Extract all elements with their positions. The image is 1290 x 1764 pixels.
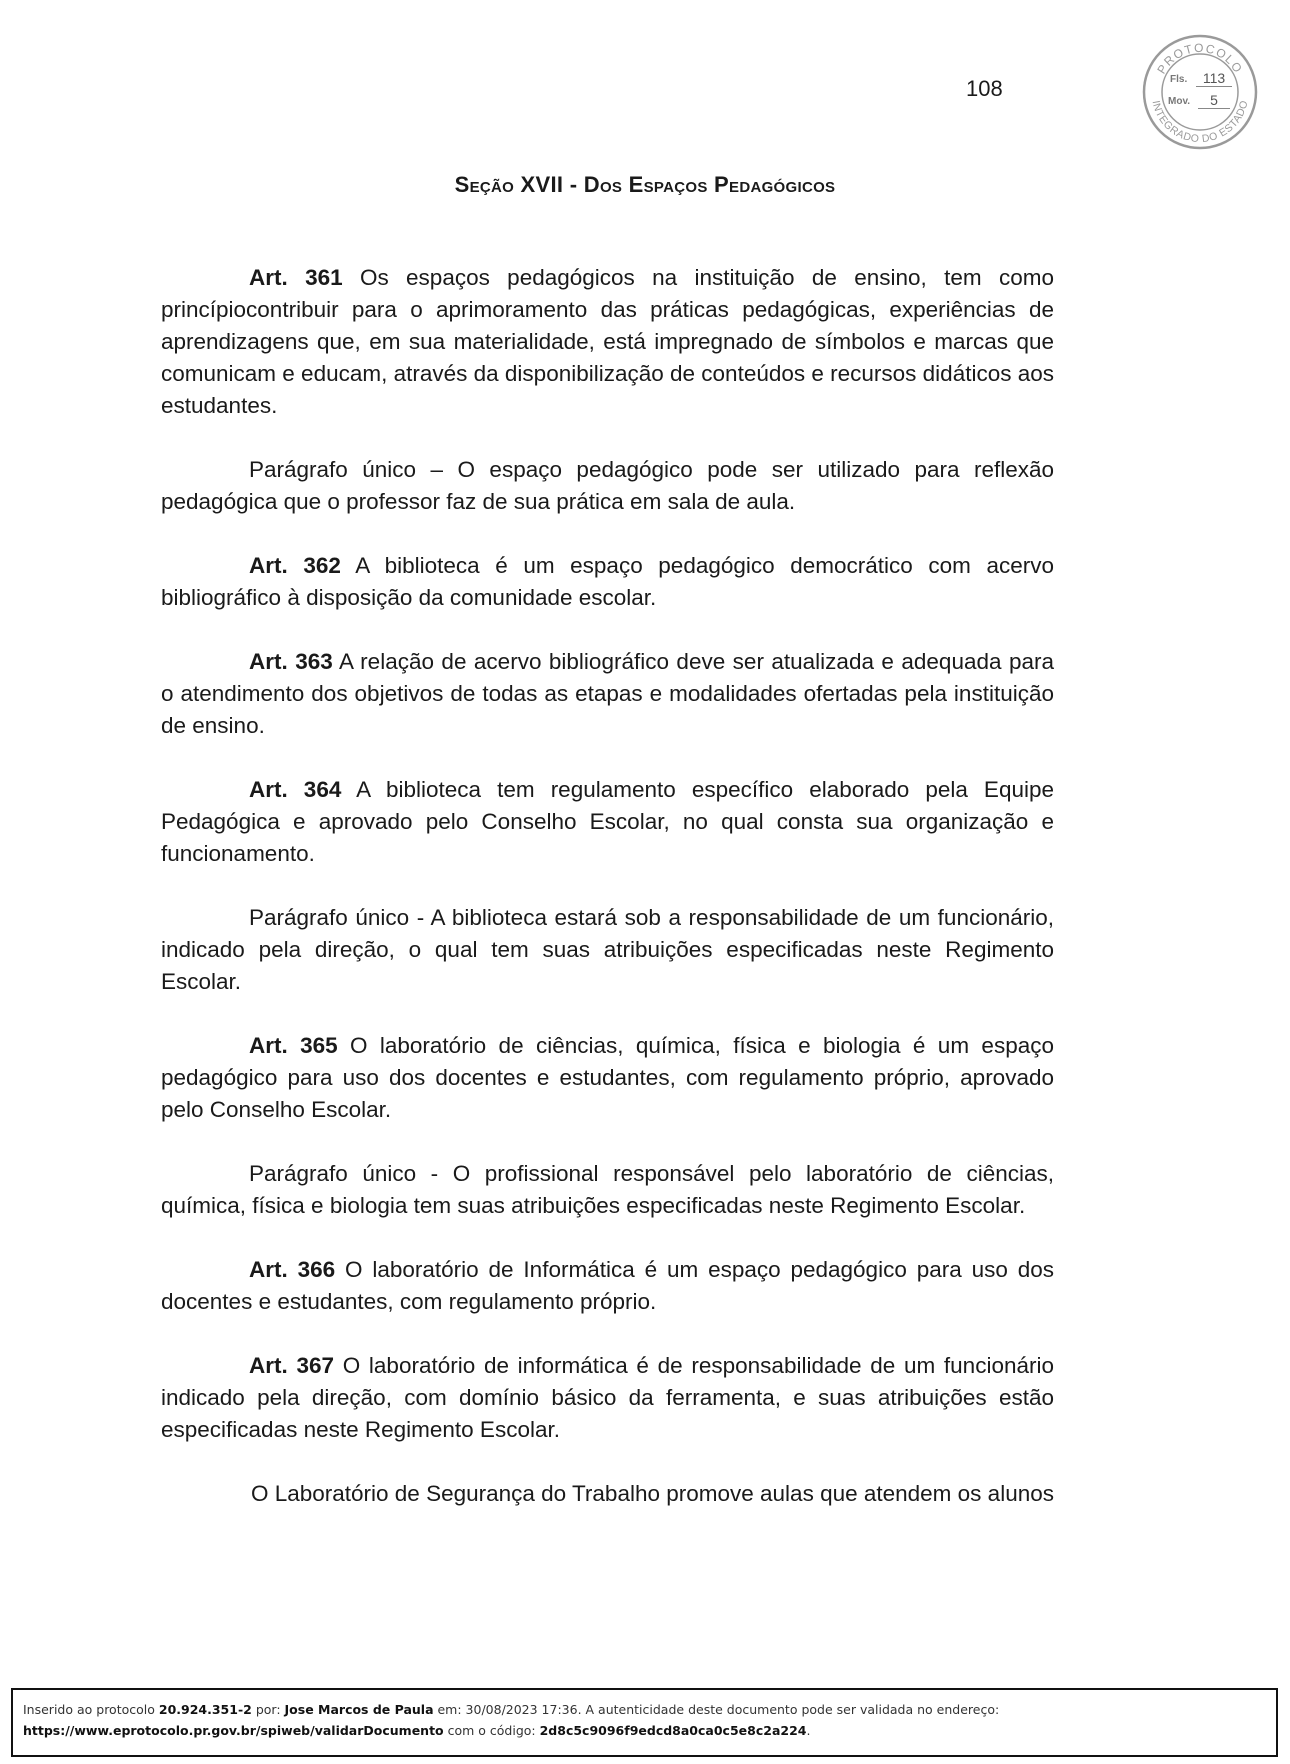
article-363: [161, 646, 1054, 742]
paragraph-unico-364: [161, 902, 1054, 998]
article-text: A biblioteca é um espaço pedagógico democrático com acervo bibliográfico à disposição da comunidade escolar.: [161, 553, 1054, 610]
article-number: Art. 367: [249, 1353, 334, 1378]
article-number: Art. 363: [249, 649, 333, 674]
paragraph-text: O Laboratório de Segurança do Trabalho promove aulas que atendem os alunos: [250, 1481, 1054, 1506]
page-number: 108: [966, 76, 1003, 101]
article-number: Art. 361: [249, 265, 343, 290]
paragraph-seguranca-trabalho: [161, 1478, 1054, 1510]
footer-protocol-number: 20.924.351-2: [158, 1702, 252, 1717]
footer-text: .: [806, 1723, 811, 1738]
article-text: O laboratório de informática é de responsabilidade de um funcionário indicado pela direção, com domínio básico da ferramenta, e suas atribuições estão especificadas neste Regimento Escolar.: [161, 1353, 1054, 1442]
article-text: Os espaços pedagógicos na instituição de ensino, tem como princípiocontribuir para o aprimoramento das práticas pedagógicas, experiências de aprendizagens que, em sua materialidade, está impregnado de símbolos e marcas que comunicam e educam, através da disponibilização de conteúdos e recursos didáticos aos estudantes.: [161, 265, 1055, 418]
stamp-mov-value: 5: [1198, 92, 1230, 109]
stamp-fls-label: Fls.: [1170, 74, 1188, 85]
article-text: A biblioteca tem regulamento específico elaborado pela Equipe Pedagógica e aprovado pelo Conselho Escolar, no qual consta sua organização e funcionamento.: [161, 777, 1054, 866]
paragraph-unico-365: [161, 1158, 1054, 1222]
paragraph-text: Parágrafo único - O profissional responsável pelo laboratório de ciências, química, física e biologia tem suas atribuições especificadas neste Regimento Escolar.: [161, 1161, 1054, 1218]
article-364: [161, 774, 1054, 870]
footer-author: Jose Marcos de Paula: [284, 1702, 434, 1717]
footer-text: por:: [251, 1702, 285, 1717]
protocol-stamp: [1140, 32, 1260, 152]
paragraph-text: Parágrafo único - A biblioteca estará sob a responsabilidade de um funcionário, indicado pela direção, o qual tem suas atribuições especificadas neste Regimento Escolar.: [161, 905, 1054, 994]
footer-text: Inserido ao protocolo: [23, 1702, 159, 1717]
article-text: O laboratório de Informática é um espaço pedagógico para uso dos docentes e estudantes, com regulamento próprio.: [161, 1257, 1054, 1314]
footer-validation-url[interactable]: https://www.eprotocolo.pr.gov.br/spiweb/validarDocumento: [23, 1723, 444, 1738]
authentication-footer: [11, 1688, 1278, 1757]
article-number: Art. 362: [249, 553, 341, 578]
section-title: Seção XVII - Dos Espaços Pedagógicos: [454, 172, 836, 197]
paragraph-unico-361: [161, 454, 1054, 518]
article-number: Art. 364: [249, 777, 342, 802]
stamp-mov-label: Mov.: [1168, 96, 1191, 107]
article-text: A relação de acervo bibliográfico deve ser atualizada e adequada para o atendimento dos objetivos de todas as etapas e modalidades ofertadas pela instituição de ensino.: [161, 649, 1054, 738]
article-361: [161, 262, 1054, 422]
paragraph-text: Parágrafo único – O espaço pedagógico pode ser utilizado para reflexão pedagógica que o professor faz de sua prática em sala de aula.: [161, 457, 1054, 514]
article-text: O laboratório de ciências, química, física e biologia é um espaço pedagógico para uso dos docentes e estudantes, com regulamento próprio, aprovado pelo Conselho Escolar.: [161, 1033, 1054, 1122]
article-number: Art. 365: [249, 1033, 338, 1058]
stamp-fls-value: 113: [1196, 70, 1232, 87]
stamp-ring-top: PROTOCOLO: [1154, 40, 1246, 77]
stamp-ring-bottom: INTEGRADO DO ESTADO: [1149, 99, 1251, 146]
footer-validation-code: 2d8c5c9096f9edcd8a0ca0c5e8c2a224: [539, 1723, 807, 1738]
footer-text: em: 30/08/2023 17:36. A autenticidade deste documento pode ser validada no endereço:: [433, 1702, 1000, 1717]
article-365: [161, 1030, 1054, 1126]
article-366: [161, 1254, 1054, 1318]
document-body: [161, 262, 1054, 1510]
article-number: Art. 366: [249, 1257, 336, 1282]
footer-text: com o código:: [443, 1723, 540, 1738]
article-362: [161, 550, 1054, 614]
article-367: [161, 1350, 1054, 1446]
